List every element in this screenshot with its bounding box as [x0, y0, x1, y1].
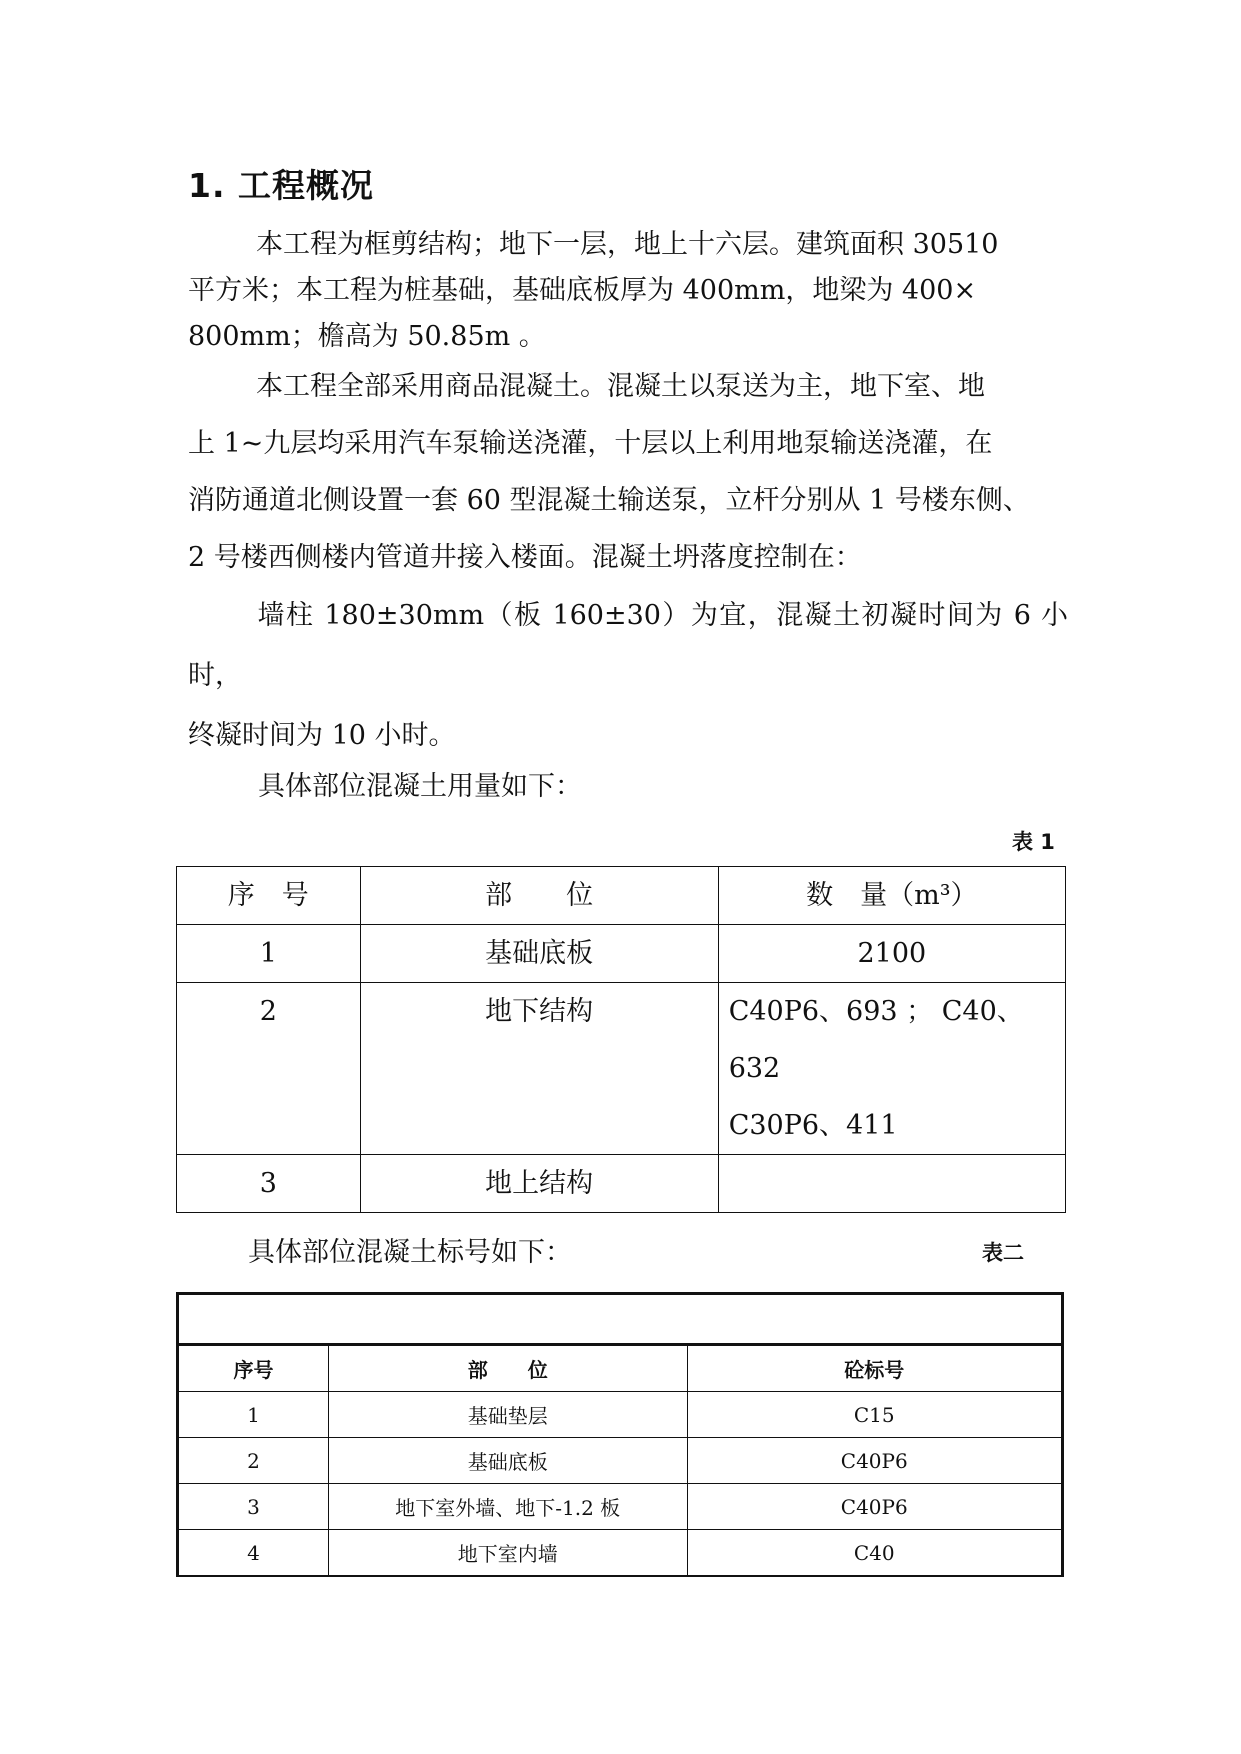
cell-text: 1	[259, 938, 277, 969]
cell-grade: C15	[687, 1392, 1063, 1438]
header-cell: 部 位	[328, 1345, 687, 1392]
table-row	[178, 1392, 1063, 1438]
cell-no	[177, 983, 361, 1155]
para-line: 终凝时间为 10 小时。	[188, 720, 456, 751]
cell-part: 地下室外墙、地下-1.2 板	[328, 1484, 687, 1530]
cell-text: C30P6、411	[728, 1110, 898, 1141]
cell-text: 2100	[857, 938, 927, 969]
paragraph-concrete	[188, 358, 1068, 586]
header-cell	[360, 867, 718, 925]
header-cell: 序号	[178, 1345, 329, 1392]
table2-tag: 表二	[982, 1241, 1024, 1265]
paragraph-slump	[188, 586, 1068, 766]
cell-qty	[718, 925, 1065, 983]
table-row	[177, 983, 1066, 1155]
cell-no	[177, 925, 361, 983]
cell-grade: C40P6	[687, 1438, 1063, 1484]
header-cell	[177, 867, 361, 925]
cell-qty	[718, 983, 1065, 1155]
cell-text: 地上结构	[485, 1168, 594, 1199]
para-text: 本工程全部采用商品混凝土。混凝土以泵送为主，地下室、地	[256, 371, 985, 402]
table-row	[178, 1484, 1063, 1530]
table1-lead: 具体部位混凝土用量如下：	[258, 771, 582, 802]
table-row	[178, 1438, 1063, 1484]
header-text: 序 号	[227, 880, 309, 911]
header-text: 数 量（m³）	[806, 880, 978, 911]
para-line: 800mm；檐高为 50.85m 。	[188, 321, 546, 352]
cell-text: 基础底板	[485, 938, 594, 969]
cell-text: 地下结构	[485, 996, 594, 1027]
para-line: 2 号楼西侧楼内管道井接入楼面。混凝土坍落度控制在：	[188, 542, 862, 573]
table2-lead: 具体部位混凝土标号如下：	[248, 1237, 572, 1268]
cell-no	[177, 1155, 361, 1213]
cell-no: 2	[178, 1438, 329, 1484]
cell-qty	[718, 1155, 1065, 1213]
cell-grade: C40	[687, 1530, 1063, 1577]
header-cell	[718, 867, 1065, 925]
cell-part: 地下室内墙	[328, 1530, 687, 1577]
section-heading: 1. 工程概况	[188, 166, 374, 205]
table1-tag: 表 1	[1012, 830, 1055, 854]
para-text: 墙柱 180±30mm（板 160±30）为宜，混凝土初凝时间为 6 小时，	[188, 600, 1068, 691]
cell-text: C40P6、693 ； C40、632	[728, 996, 1024, 1084]
cell-text: 2	[259, 996, 277, 1027]
concrete-grade-table	[176, 1292, 1064, 1577]
table-title-row	[178, 1294, 1063, 1345]
cell-part: 基础垫层	[328, 1392, 687, 1438]
para-line: 上 1~九层均采用汽车泵输送浇灌，十层以上利用地泵输送浇灌，在	[188, 428, 993, 459]
cell-no: 3	[178, 1484, 329, 1530]
table-row	[178, 1530, 1063, 1577]
para-text: 本工程为框剪结构；地下一层，地上十六层。建筑面积 30510	[256, 229, 999, 260]
cell-part: 基础底板	[328, 1438, 687, 1484]
header-cell: 砼标号	[687, 1345, 1063, 1392]
table-title-cell	[178, 1294, 1063, 1345]
table-row	[177, 925, 1066, 983]
table-row	[177, 1155, 1066, 1213]
cell-no: 1	[178, 1392, 329, 1438]
cell-part	[360, 983, 718, 1155]
cell-no: 4	[178, 1530, 329, 1577]
concrete-quantity-table	[176, 866, 1066, 1213]
paragraph-overview	[188, 222, 1068, 360]
para-line: 平方米；本工程为桩基础，基础底板厚为 400mm，地梁为 400×	[188, 275, 977, 306]
para-line: 消防通道北侧设置一套 60 型混凝土输送泵，立杆分别从 1 号楼东侧、	[188, 485, 1030, 516]
cell-part	[360, 925, 718, 983]
para-line	[188, 358, 1068, 415]
header-text: 部 位	[485, 880, 594, 911]
cell-part	[360, 1155, 718, 1213]
para-line	[188, 586, 1068, 706]
cell-grade: C40P6	[687, 1484, 1063, 1530]
cell-text: 3	[259, 1168, 277, 1199]
table-header-row	[177, 867, 1066, 925]
para-line	[188, 222, 1068, 268]
table-header-row	[178, 1345, 1063, 1392]
